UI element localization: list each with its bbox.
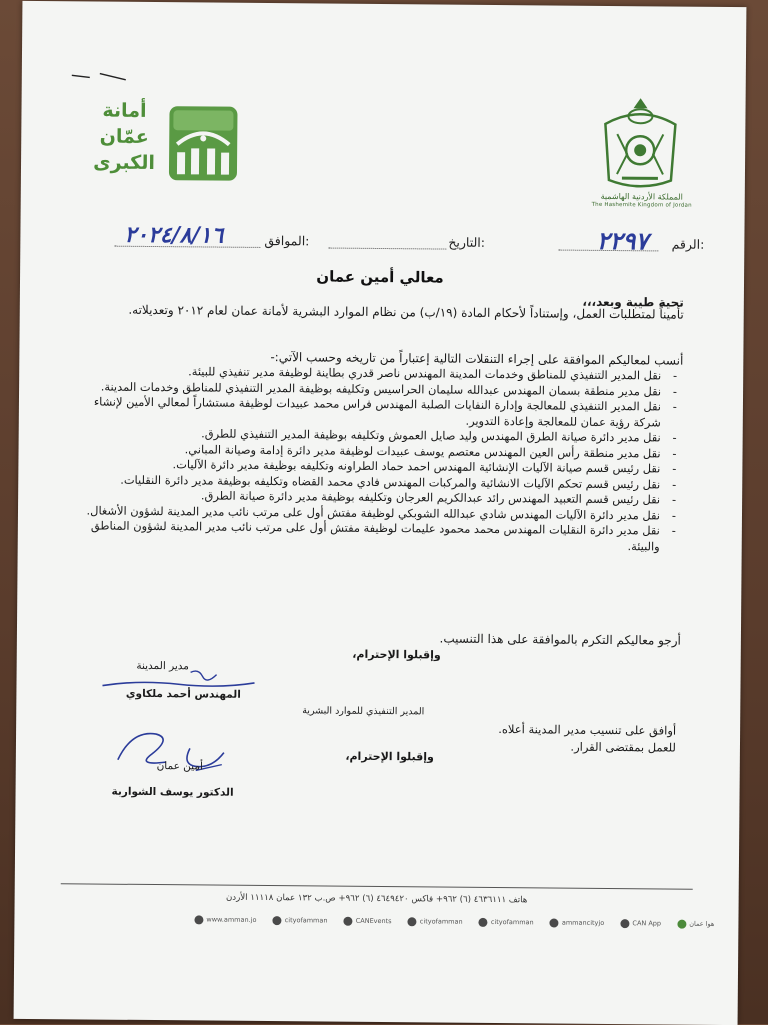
request-paragraph: أنسب لمعاليكم الموافقة على إجراء التنقلات التالية إعتباراً من تاريخه وحسب الآتي:- xyxy=(270,350,684,368)
hr-director-title: المدير التنفيذي للموارد البشرية xyxy=(302,705,425,718)
footer-contact: هاتف ٤٦٣٦١١١ (٦) ٩٦٢+ فاكس ٤٦٤٩٤٢٠ (٦) ٩٦٢+ ص.ب ١٣٢ عمان ١١١١٨ الأردن xyxy=(225,892,528,906)
social-item[interactable] xyxy=(194,915,256,925)
corresponding-date-label: الموافق: xyxy=(264,232,310,249)
social-item[interactable] xyxy=(677,919,714,928)
social-links xyxy=(194,910,714,933)
amman-logo-line-1: أمانة xyxy=(102,99,147,122)
respect-line-1: وإقبلوا الإحترام، xyxy=(352,647,441,662)
jordan-crest-icon xyxy=(597,94,684,195)
crest-caption-english: The Hashemite Kingdom of Jordan xyxy=(591,201,692,209)
youtube-icon xyxy=(550,918,559,927)
reference-line xyxy=(68,221,705,259)
greeting: تحية طيبة وبعد،،، xyxy=(582,294,684,310)
footer-divider xyxy=(61,883,693,890)
social-item[interactable] xyxy=(408,917,463,926)
crest-caption-arabic: المملكة الأردنية الهاشمية xyxy=(600,191,683,202)
city-manager-name: المهندس أحمد ملكاوي xyxy=(125,687,241,701)
social-label: هوا عمان xyxy=(689,919,715,928)
city-manager-title: مدير المدينة xyxy=(136,659,190,673)
social-label: cityofamman xyxy=(490,917,534,927)
social-item[interactable] xyxy=(344,916,392,925)
list-item: - نقل مدير منطقة رأس العين المهندس معتصم يوسف عبيدات لوظيفة مدير دائرة إدامة وصيانة المباني. xyxy=(78,441,678,462)
social-item[interactable] xyxy=(479,917,534,926)
amman-municipality-logo xyxy=(85,97,246,190)
instagram-icon xyxy=(479,917,488,926)
mayor-signature-icon xyxy=(112,724,233,785)
amman-logo-text xyxy=(85,97,164,176)
corresponding-date-value: ٢٠٢٤/٨/١٦ xyxy=(124,221,224,249)
mayor-name: الدكتور يوسف الشواربة xyxy=(111,785,234,799)
intro-paragraph: تأميناً لمتطلبات العمل، وإستناداً لأحكام المادة (١٩/ب) من نظام الموارد البشرية لأمانة عمان لعام ٢٠١٢ وتعديلاته. xyxy=(128,302,684,322)
social-label: CAN App xyxy=(632,919,662,928)
list-item: - نقل مدير منطقة بسمان المهندس عبدالله سليمان الحراسيس وتكليفه بوظيفة المدير التنفيذي للمناطق وخدمات المدينة. xyxy=(79,379,679,400)
social-label: ammancityjo xyxy=(561,918,605,927)
list-item: - نقل المدير التنفيذي للمناطق وخدمات المدينة المهندس ناصر قدري بطاينة لوظيفة مدير تنفيذي للبيئة. xyxy=(79,363,679,384)
globe-icon xyxy=(194,915,203,924)
closing-request: أرجو معاليكم التكرم بالموافقة على هذا التنسيب. xyxy=(439,631,681,648)
facebook-icon xyxy=(273,916,282,925)
mayor-title: أمين عمان xyxy=(156,760,203,773)
social-item[interactable] xyxy=(273,916,328,925)
list-item: - نقل رئيس قسم التعبيد المهندس رائد عبدالكريم العرجان وتكليفه بوظيفة مدير دائرة صيانة الطرق. xyxy=(78,487,678,508)
twitter-icon xyxy=(408,917,417,926)
list-item: - نقل مدير دائرة النقليات المهندس محمد محمود عليمات لوظيفة مفتش أول على مرتب نائب مدير المدينة لشؤون المناطق والبيئة. xyxy=(78,518,678,554)
date-label: التاريخ: xyxy=(448,234,486,250)
list-item: - نقل مدير دائرة صيانة الطرق المهندس وليد صايل العموش وتكليفه بوظيفة المدير التنفيذي للطرق. xyxy=(79,425,679,446)
brand-logo-icon xyxy=(677,919,686,928)
web-icon xyxy=(620,919,629,928)
social-item[interactable] xyxy=(620,919,661,928)
list-item: - نقل رئيس قسم صيانة الآليات الإنشائية المهندس احمد حماد الطراونه وتكليفه بوظيفة مدير دائرة الآليات. xyxy=(78,456,678,477)
social-label: www.amman.jo xyxy=(206,915,257,924)
transfer-list xyxy=(78,363,680,554)
amman-logo-line-2: عمّان xyxy=(99,125,149,148)
social-label: cityofamman xyxy=(419,917,463,926)
respect-line-2: وإقبلوا الإحترام، xyxy=(345,749,434,764)
approval-line-1: أوافق على تنسيب مدير المدينة أعلاه. xyxy=(498,722,677,738)
social-label: CANEvents xyxy=(355,916,392,926)
list-item: - نقل مدير دائرة الآليات المهندس شادي عبدالله الشوبكي لوظيفة مفتش أول على مرتب نائب مدير المدينة لشؤون الأشغال. xyxy=(78,503,678,524)
approval-line-2: للعمل بمقتضى القرار. xyxy=(570,739,677,755)
amman-logo-line-3: الكبرى xyxy=(93,151,155,175)
amman-emblem-icon xyxy=(167,104,240,183)
camera-icon xyxy=(344,916,353,925)
list-item: - نقل المدير التنفيذي للمعالجة وإدارة النفايات الصلبة المهندس فراس محمد عبيدات لوظيفة مستشاراً لمعالي الأمين لإنشاء شركة رؤية عمان للمعالجة وإعادة التدوير. xyxy=(79,394,679,430)
letter-title: معالي أمين عمان xyxy=(316,267,444,287)
document-paper xyxy=(14,1,747,1025)
list-item: - نقل رئيس قسم تحكم الآليات الانشائية والمركبات المهندس فادي محمد القضاه وتكليفه بوظيفة مدير دائرة النقليات. xyxy=(78,472,678,493)
ink-mark-icon xyxy=(70,67,130,86)
social-item[interactable] xyxy=(550,918,604,927)
number-label: الرقم: xyxy=(671,236,705,252)
reference-number: ٢٢٩٧ xyxy=(596,225,649,256)
crest-caption xyxy=(587,192,697,211)
social-label: cityofamman xyxy=(284,916,328,925)
